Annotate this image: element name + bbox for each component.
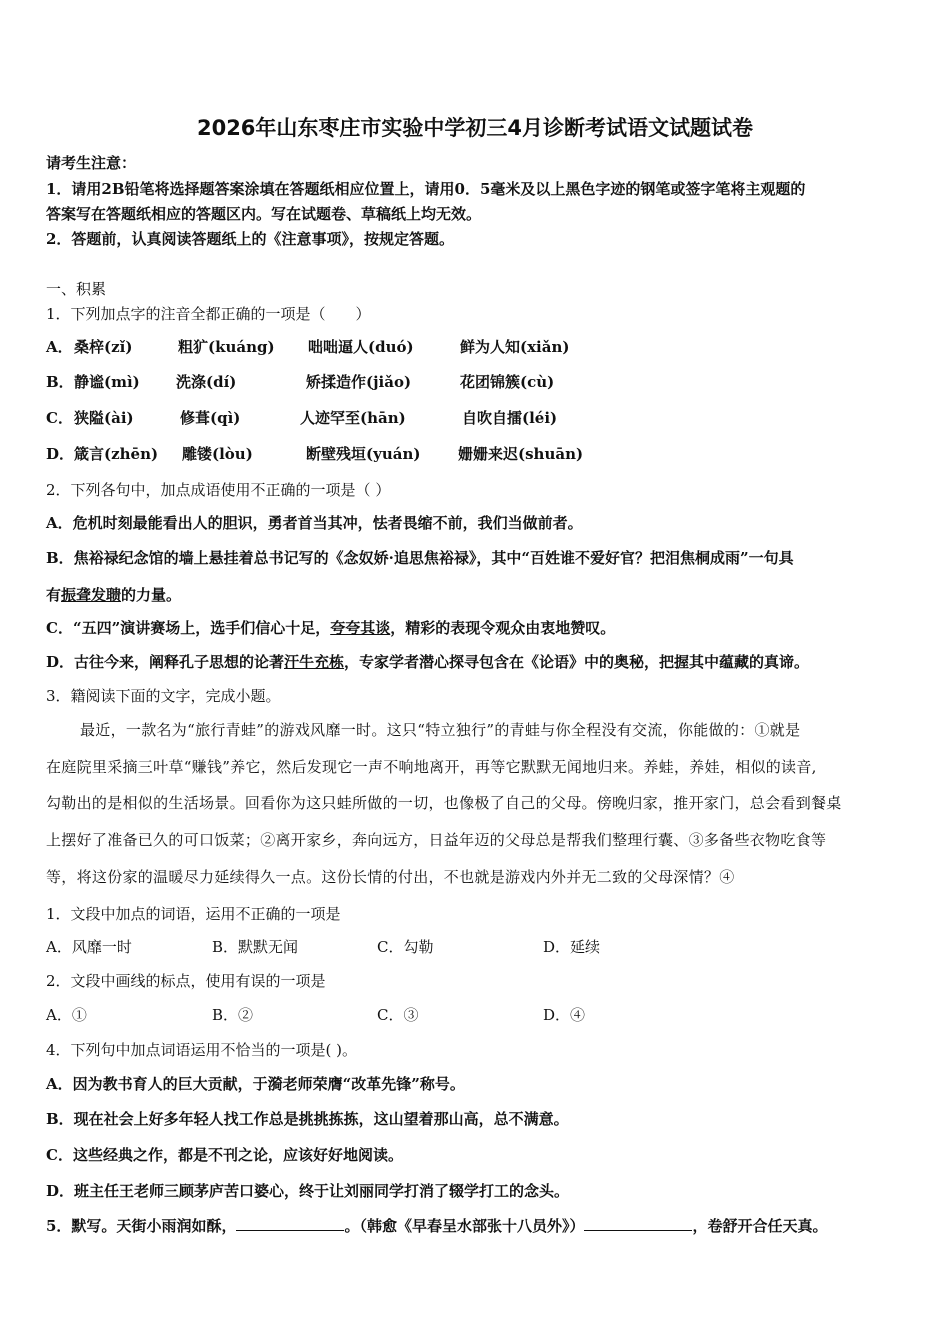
question-1-stem: 1．下列加点字的注音全都正确的一项是（ ）	[46, 305, 371, 323]
q2-option-b-line-1: B．焦裕禄纪念馆的墙上悬挂着总书记写的《念奴娇·追思焦裕禄》，其中“百姓谁不爱好官？把泪焦桐成雨”一句具	[46, 549, 794, 567]
q1-option-b-label: B．	[46, 373, 74, 391]
q1-option-b-word-4: 花团锦簇(cù)	[460, 373, 555, 391]
q1-option-c-word-2: 修葺(qì)	[180, 409, 241, 427]
q1-option-a-word-2: 粗犷(kuáng)	[178, 338, 275, 356]
q1-option-b-word-2: 洗涤(dí)	[176, 373, 237, 391]
q5-suffix: ，卷舒开合任天真。	[692, 1217, 828, 1235]
q1-option-a-word-3: 咄咄逼人(duó)	[308, 338, 414, 356]
q1-option-c-word-1: 狭隘(ài)	[74, 409, 134, 427]
q1-option-d-word-2: 雕镂(lòu)	[182, 445, 253, 463]
q4-option-a: A．因为教书育人的巨大贡献，于漪老师荣膺“改革先锋”称号。	[46, 1075, 465, 1093]
q3-sub-1-option-d: D．延续	[543, 938, 601, 956]
q2-option-c-prefix: C．“五四”演讲赛场上，选手们信心十足，	[46, 619, 331, 637]
q2-option-c-idiom: 夸夸其谈	[330, 619, 391, 637]
q1-option-d-word-1: 箴言(zhēn)	[74, 445, 159, 463]
q2-option-b-line-2	[46, 584, 181, 605]
q1-option-a-word-4: 鲜为人知(xiǎn)	[460, 338, 570, 356]
q5-middle: 。（韩愈《早春呈水部张十八员外》）	[344, 1217, 585, 1235]
passage-line-5: 等，将这份家的温暖尽力延续得久一点。这份长情的付出，不也就是游戏内外并无二致的父母深情？④	[46, 868, 735, 886]
q4-option-b: B．现在社会上好多年轻人找工作总是挑挑拣拣，这山望着那山高，总不满意。	[46, 1110, 569, 1128]
q3-sub-1-option-c: C．勾勒	[377, 938, 434, 956]
q2-option-d-suffix: ，专家学者潜心探寻包含在《论语》中的奥秘，把握其中蕴藏的真谛。	[344, 653, 810, 671]
passage-line-1: 最近，一款名为“旅行青蛙”的游戏风靡一时。这只“特立独行”的青蛙与你全程没有交流，你能做的：①就是	[80, 721, 801, 739]
q3-sub-1-option-b: B．默默无闻	[212, 938, 299, 956]
q1-option-c-label: C．	[46, 409, 73, 427]
q4-option-c: C．这些经典之作，都是不刊之论，应该好好地阅读。	[46, 1146, 403, 1164]
q1-option-a-word-1: 桑梓(zǐ)	[74, 338, 133, 356]
q2-option-b-suffix: 的力量。	[121, 586, 182, 604]
q2-option-b-idiom: 振聋发聩	[61, 586, 122, 604]
q2-option-d	[46, 651, 809, 672]
notice-heading: 请考生注意：	[46, 154, 137, 172]
q3-sub-1-option-a: A．风靡一时	[46, 938, 132, 956]
question-5	[46, 1215, 827, 1236]
q1-option-d-label: D．	[46, 445, 75, 463]
notice-item-2: 2．答题前，认真阅读答题纸上的《注意事项》，按规定答题。	[46, 230, 454, 248]
passage-line-4: 上摆好了准备已久的可口饭菜；②离开家乡，奔向远方，日益年迈的父母总是帮我们整理行囊、③多备些衣物吃食等	[46, 831, 827, 849]
q5-prefix: 5．默写。天街小雨润如酥，	[46, 1217, 237, 1235]
q5-blank-2[interactable]	[584, 1216, 692, 1231]
q3-sub-2-option-c: C．③	[377, 1006, 419, 1024]
question-4-stem: 4．下列句中加点词语运用不恰当的一项是( )。	[46, 1041, 358, 1059]
q1-option-b-word-1: 静谧(mì)	[74, 373, 140, 391]
q1-option-c-word-3: 人迹罕至(hān)	[300, 409, 406, 427]
q1-option-c-word-4: 自吹自擂(léi)	[462, 409, 558, 427]
q2-option-d-idiom: 汗牛充栋	[284, 653, 345, 671]
q1-option-d-word-4: 姗姗来迟(shuān)	[458, 445, 584, 463]
q1-option-a-label: A．	[46, 338, 73, 356]
question-3-stem: 3．籍阅读下面的文字，完成小题。	[46, 687, 281, 705]
q3-sub-1-stem: 1．文段中加点的词语，运用不正确的一项是	[46, 905, 341, 923]
page-title: 2026年山东枣庄市实验中学初三4月诊断考试语文试题试卷	[196, 116, 754, 140]
q5-blank-1[interactable]	[236, 1216, 344, 1231]
q3-sub-2-option-a: A．①	[46, 1006, 87, 1024]
q2-option-c	[46, 617, 615, 638]
section-heading: 一、积累	[46, 280, 107, 298]
q1-option-b-word-3: 矫揉造作(jiǎo)	[306, 373, 412, 391]
q3-sub-2-stem: 2．文段中画线的标点，使用有误的一项是	[46, 972, 326, 990]
q4-option-d: D．班主任王老师三顾茅庐苦口婆心，终于让刘丽同学打消了辍学打工的念头。	[46, 1182, 570, 1200]
notice-item-1b: 答案写在答题纸相应的答题区内。写在试题卷、草稿纸上均无效。	[46, 205, 482, 223]
q2-option-b-prefix: 有	[46, 586, 62, 604]
q2-option-c-suffix: ，精彩的表现令观众由衷地赞叹。	[390, 619, 616, 637]
question-2-stem: 2．下列各句中，加点成语使用不正确的一项是（ ）	[46, 481, 391, 499]
q2-option-d-prefix: D．古往今来，阐释孔子思想的论著	[46, 653, 285, 671]
passage-line-2: 在庭院里采摘三叶草“赚钱”养它，然后发现它一声不响地离开，再等它默默无闻地归来。养蛙，养娃，相似的读音,	[46, 758, 817, 776]
q1-option-d-word-3: 断壁残垣(yuán)	[306, 445, 421, 463]
passage-line-3: 勾勒出的是相似的生活场景。回看你为这只蛙所做的一切，也像极了自己的父母。傍晚归家，推开家门，总会看到餐桌	[46, 794, 842, 812]
q3-sub-2-option-b: B．②	[212, 1006, 254, 1024]
q2-option-a: A．危机时刻最能看出人的胆识，勇者首当其冲，怯者畏缩不前，我们当做前者。	[46, 514, 583, 532]
q3-sub-2-option-d: D．④	[543, 1006, 586, 1024]
notice-item-1a: 1．请用2B铅笔将选择题答案涂填在答题纸相应位置上，请用0．5毫米及以上黑色字迹的钢笔或签字笔将主观题的	[46, 180, 806, 198]
